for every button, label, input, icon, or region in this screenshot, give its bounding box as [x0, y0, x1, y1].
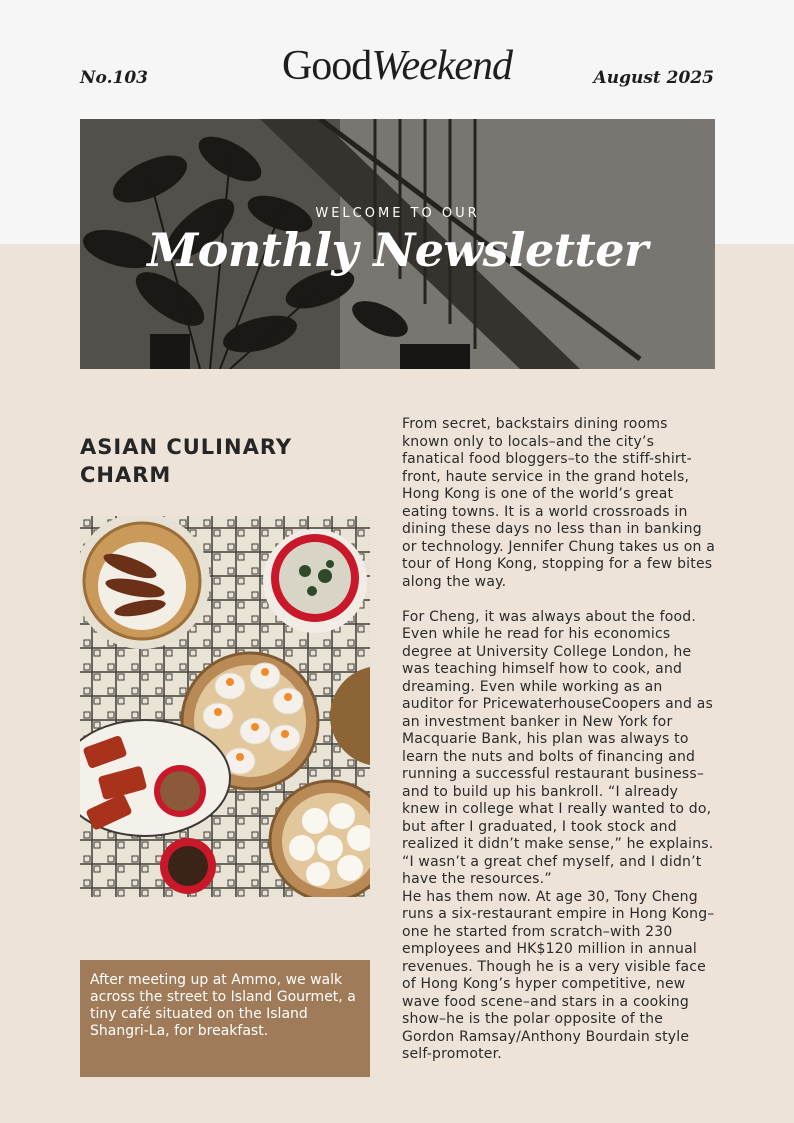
article-paragraph-1: From secret, backstairs dining rooms known only to locals–and the city’s fanatical food bloggers–to the stiff-shirt-front, haute service in the grand hotels, Hong Kong is one of the world’s great eating towns. It is a world crossroads in dining these days no less than in banking or technology. Jennifer Chung takes us on a tour of Hong Kong, stopping for a few bites along the way. [402, 416, 715, 590]
hero-kicker: WELCOME TO OUR [315, 206, 480, 221]
masthead-part2: Weekend [371, 43, 513, 89]
issue-date: August 2025 [593, 68, 714, 88]
article-paragraph-3: He has them now. At age 30, Tony Cheng runs a six-restaurant empire in Hong Kong–one he started from scratch–with 230 employees and HK$120 million in annual revenues. Though he is a very visible face of Hong Kong’s hyper competitive, new wave food scene–and stars in a cooking show–he is the polar opposite of the Gordon Ramsay/Anthony Bourdain style self-promoter. [402, 888, 715, 1062]
article-body [402, 416, 715, 1064]
photo-caption: After meeting up at Ammo, we walk across the street to Island Gourmet, a tiny café situated on the Island Shangri-La, for breakfast. [90, 972, 356, 1039]
food-photo [80, 516, 370, 897]
hero-title: Monthly Newsletter [147, 223, 648, 277]
masthead-part1: Good [281, 43, 372, 89]
issue-number: No.103 [80, 68, 148, 88]
article-paragraph-2: For Cheng, it was always about the food. Even while he read for his economics degree at University College London, he was teaching himself how to cook, and dreaming. Even while working as an auditor for PricewaterhouseCoopers and as an investment banker in New York for Macquarie Bank, his plan was always to learn the nuts and bolts of financing and running a successful restaurant business–and to build up his bankroll. “I already knew in college what I really wanted to do, but after I graduated, I took stock and realized it didn’t make sense,” he explains. “I wasn’t a great chef myself, and I didn’t have the resources.” [402, 608, 714, 887]
dim-sum-image [80, 516, 370, 897]
section-title: ASIAN CULINARY CHARM [80, 435, 293, 487]
hero-banner [80, 119, 715, 369]
caption-box [80, 960, 370, 1077]
